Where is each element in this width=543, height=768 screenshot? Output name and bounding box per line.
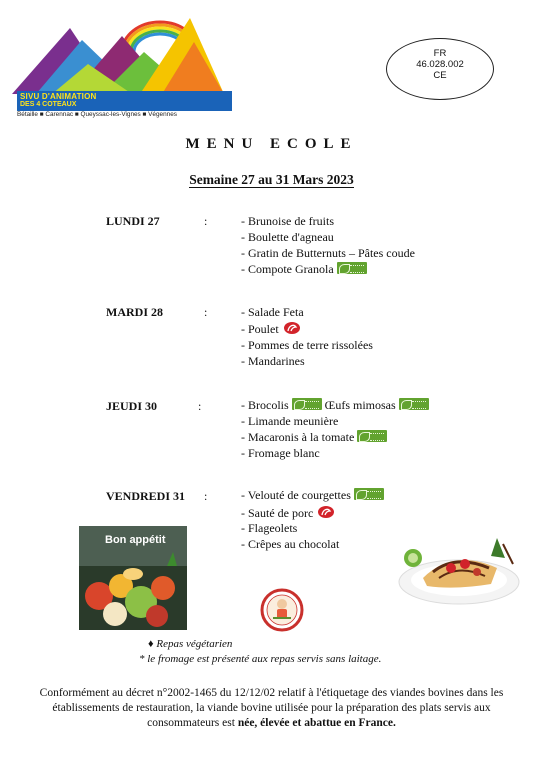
stamp-country: FR — [433, 48, 447, 59]
bio-label-icon — [292, 398, 322, 410]
menu-item-text: - Sauté de porc — [241, 506, 314, 520]
day-colon: : — [198, 399, 202, 413]
menu-item-text: - Poulet — [241, 322, 279, 336]
menu-item-text: - Brocolis — [241, 398, 289, 412]
menu-item: - Mandarines — [241, 354, 305, 368]
menu-item: - Gratin de Butternuts – Pâtes coude — [241, 246, 415, 260]
stamp-ce: CE — [433, 70, 447, 81]
menu-item: - Flageolets — [241, 521, 298, 535]
day-colon: : — [204, 214, 208, 228]
menu-item: - Salade Feta — [241, 305, 304, 319]
bio-label-icon — [399, 398, 429, 410]
menu-item-text: - Macaronis à la tomate — [241, 430, 355, 444]
bio-label-icon — [337, 262, 367, 274]
sivu-logo — [12, 14, 227, 118]
day-label-vendredi: VENDREDI 31 — [106, 489, 186, 503]
beef-origin-notice — [20, 686, 523, 731]
bio-label-icon — [357, 430, 387, 442]
legend-cheese: * le fromage est présenté aux repas servis sans laitage. — [139, 653, 382, 665]
logo-title-line2: DES 4 COTEAUX — [20, 101, 77, 108]
menu-item-text: - Velouté de courgettes — [241, 488, 351, 502]
label-rouge-icon — [283, 321, 301, 335]
bon-appetit-image — [79, 526, 187, 630]
bon-appetit-caption: Bon appétit — [105, 534, 166, 546]
menu-item-with-label — [241, 262, 367, 277]
stamp-number: 46.028.002 — [416, 59, 464, 70]
menu-item-with-label — [241, 430, 387, 445]
week-subtitle-text: Semaine 27 au 31 Mars 2023 — [189, 172, 354, 187]
day-label-mardi: MARDI 28 — [106, 305, 163, 319]
menu-item: - Brunoise de fruits — [241, 214, 334, 228]
day-colon: : — [204, 305, 208, 319]
menu-item: - Pommes de terre rissolées — [241, 338, 373, 352]
menu-item-with-label — [241, 488, 384, 503]
mountains-rainbow-graphic — [12, 14, 227, 94]
day-label-lundi: LUNDI 27 — [106, 214, 160, 228]
menu-item-with-label — [241, 505, 335, 521]
health-stamp — [386, 38, 494, 100]
label-rouge-icon — [317, 505, 335, 519]
menu-item-with-label — [241, 321, 301, 337]
quality-seal-image — [259, 588, 305, 632]
notice-bold-text: née, élevée et abattue en France. — [237, 717, 396, 729]
week-subtitle — [0, 172, 543, 188]
page-title: MENU ECOLE — [185, 136, 358, 152]
menu-item: - Crêpes au chocolat — [241, 537, 340, 551]
logo-communes: Bétaille ■ Carennac ■ Queyssac-les-Vignes ■ Végennes — [17, 111, 177, 118]
day-label-jeudi: JEUDI 30 — [106, 399, 158, 413]
day-colon: : — [204, 489, 208, 503]
crepe-dessert-image — [393, 528, 523, 610]
legend-vegetarian: ♦ Repas végétarien — [148, 638, 233, 650]
menu-item: - Fromage blanc — [241, 446, 320, 460]
notice-text: Conformément au décret n°2002-1465 du 12/12/02 relatif à l'étiquetage des viandes bovines dans les établissements de restauration, la viande bovine utilisée pour la préparation des plats servis aux consommateurs est — [39, 687, 504, 729]
menu-item-text: - Compote Granola — [241, 262, 334, 276]
menu-item-text: Œufs mimosas — [324, 398, 396, 412]
menu-item-with-label — [241, 398, 429, 413]
bio-label-icon — [354, 488, 384, 500]
menu-item: - Boulette d'agneau — [241, 230, 334, 244]
menu-item: - Limande meunière — [241, 414, 339, 428]
logo-title-line1: SIVU D'ANIMATION — [20, 92, 97, 101]
